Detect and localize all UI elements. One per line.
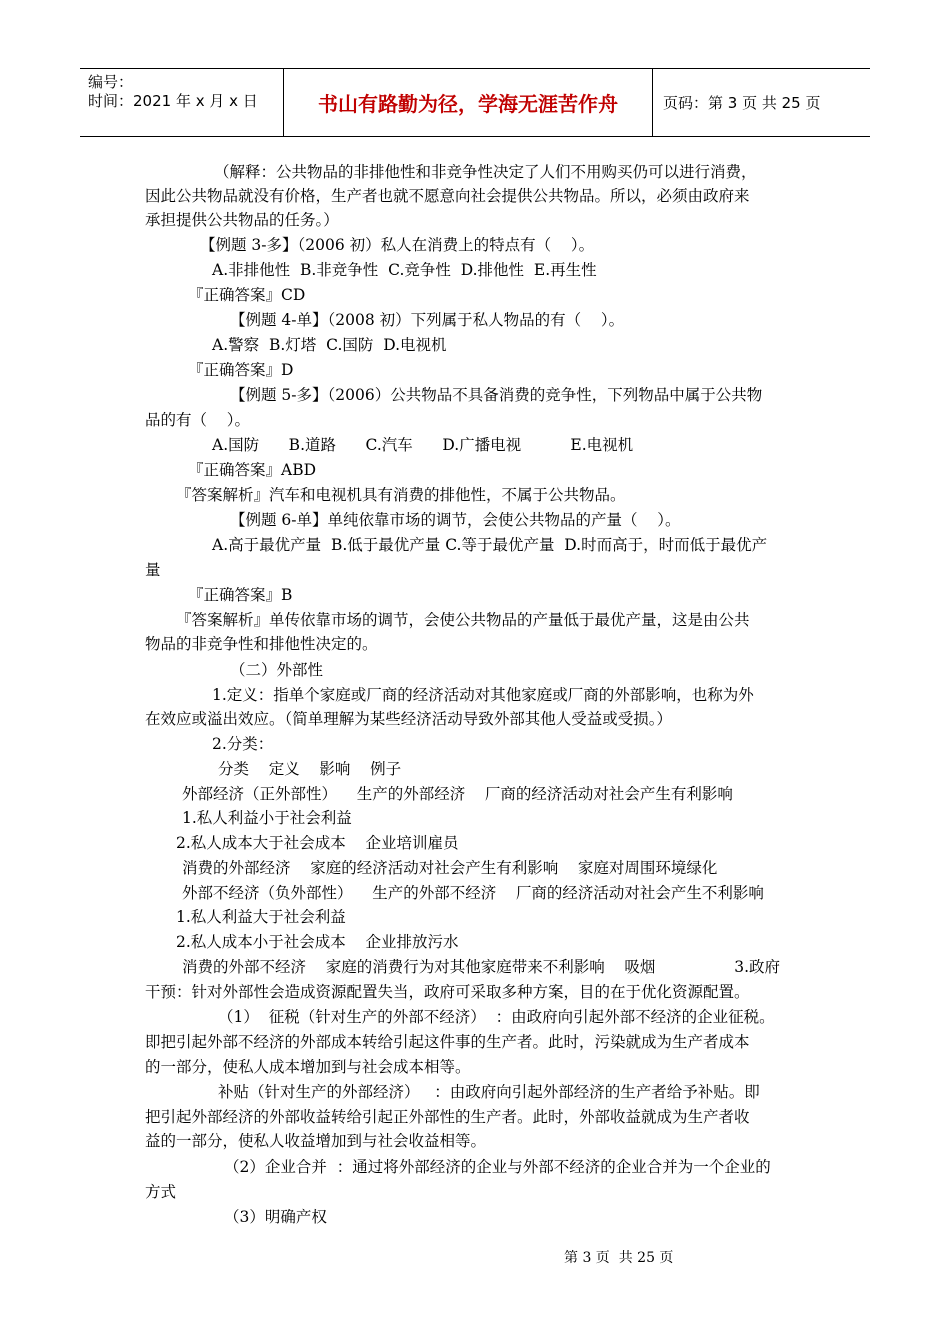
text-line: 『正确答案』B: [188, 586, 293, 604]
text-line: 2.分类：: [212, 735, 274, 753]
text-line: 2.私人成本大于社会成本 企业培训雇员: [176, 834, 459, 852]
text-line: A.非排他性 B.非竞争性 C.竞争性 D.排他性 E.再生性: [212, 261, 597, 279]
text-line: 在效应或溢出效应。（简单理解为某些经济活动导致外部其他人受益或受损。）: [145, 710, 673, 728]
text-line: 『答案解析』单传依靠市场的调节，会使公共物品的产量低于最优产量，这是由公共: [176, 611, 750, 629]
text-line: A.警察 B.灯塔 C.国防 D.电视机: [212, 336, 447, 354]
page-footer: 第 3 页 共 25 页: [564, 1250, 674, 1266]
text-line: 1.私人利益小于社会利益: [182, 809, 352, 827]
header-page-label: 页码：第 3 页 共 25 页: [663, 94, 821, 112]
text-line: 即把引起外部不经济的外部成本转给引起这件事的生产者。此时，污染就成为生产者成本: [145, 1033, 750, 1051]
text-line: （二）外部性: [230, 661, 324, 679]
text-line: A.国防 B.道路 C.汽车 D.广播电视 E.电视机: [212, 436, 634, 454]
text-line: 1.私人利益大于社会利益: [176, 908, 346, 926]
text-line: 『正确答案』ABD: [188, 461, 317, 479]
text-line: 承担提供公共物品的任务。）: [145, 211, 339, 229]
text-line: A.高于最优产量 B.低于最优产量 C.等于最优产量 D.时而高于，时而低于最优产: [212, 536, 768, 554]
text-line: 量: [145, 561, 161, 579]
text-line: 品的有（ ）。: [145, 411, 250, 429]
text-line: 2.私人成本小于社会成本 企业排放污水: [176, 933, 459, 951]
text-line: 外部经济（正外部性） 生产的外部经济 厂商的经济活动对社会产生有利影响: [182, 785, 733, 803]
text-line: （2）企业合并 ：通过将外部经济的企业与外部不经济的企业合并为一个企业的: [224, 1158, 771, 1176]
text-line: 分类 定义 影响 例子: [218, 760, 402, 778]
text-line: 『正确答案』D: [188, 361, 294, 379]
text-line: 因此公共物品就没有价格，生产者也就不愿意向社会提供公共物品。所以，必须由政府来: [145, 187, 750, 205]
text-line: 『正确答案』CD: [188, 286, 306, 304]
text-line: 1.定义：指单个家庭或厂商的经济活动对其他家庭或厂商的外部影响，也称为外: [212, 686, 754, 704]
text-line: （3）明确产权: [224, 1208, 327, 1226]
text-line: 把引起外部经济的外部收益转给引起正外部性的生产者。此时，外部收益就成为生产者收: [145, 1108, 750, 1126]
text-line: （解释：公共物品的非排他性和非竞争性决定了人们不用购买仍可以进行消费，: [214, 163, 757, 181]
text-line: 方式: [145, 1183, 177, 1201]
text-line: 益的一部分，使私人收益增加到与社会收益相等。: [145, 1132, 487, 1150]
text-line: 外部不经济（负外部性） 生产的外部不经济 厂商的经济活动对社会产生不利影响: [182, 884, 764, 902]
text-line: 干预：针对外部性会造成资源配置失当，政府可采取多种方案，目的在于优化资源配置。: [145, 983, 750, 1001]
number-label: 编号：: [88, 73, 134, 91]
text-line: 物品的非竞争性和排他性决定的。: [145, 635, 378, 653]
text-line: 的一部分，使私人成本增加到与社会成本相等。: [145, 1058, 471, 1076]
header-motto: 书山有路勤为径，学海无涯苦作舟: [283, 69, 653, 136]
page-header: [80, 68, 870, 137]
text-line: 『答案解析』汽车和电视机具有消费的排他性，不属于公共物品。: [176, 486, 626, 504]
header-left: [80, 69, 283, 136]
text-line: 【例题 6-单】单纯依靠市场的调节，会使公共物品的产量（ ）。: [230, 511, 681, 529]
text-line: （1） 征税（针对生产的外部不经济） ：由政府向引起外部不经济的企业征税。: [218, 1008, 775, 1026]
text-line: 消费的外部不经济 家庭的消费行为对其他家庭带来不利影响 吸烟 3.政府: [182, 958, 781, 976]
text-line: 【例题 3-多】（2006 初）私人在消费上的特点有（ ）。: [200, 236, 595, 254]
text-line: 补贴（针对生产的外部经济） ：由政府向引起外部经济的生产者给予补贴。即: [218, 1083, 760, 1101]
text-line: 【例题 5-多】（2006）公共物品不具备消费的竞争性，下列物品中属于公共物: [230, 386, 763, 404]
date-label: 时间：2021 年 x 月 x 日: [88, 92, 258, 110]
text-line: 消费的外部经济 家庭的经济活动对社会产生有利影响 家庭对周围环境绿化: [182, 859, 718, 877]
text-line: 【例题 4-单】（2008 初）下列属于私人物品的有（ ）。: [230, 311, 625, 329]
